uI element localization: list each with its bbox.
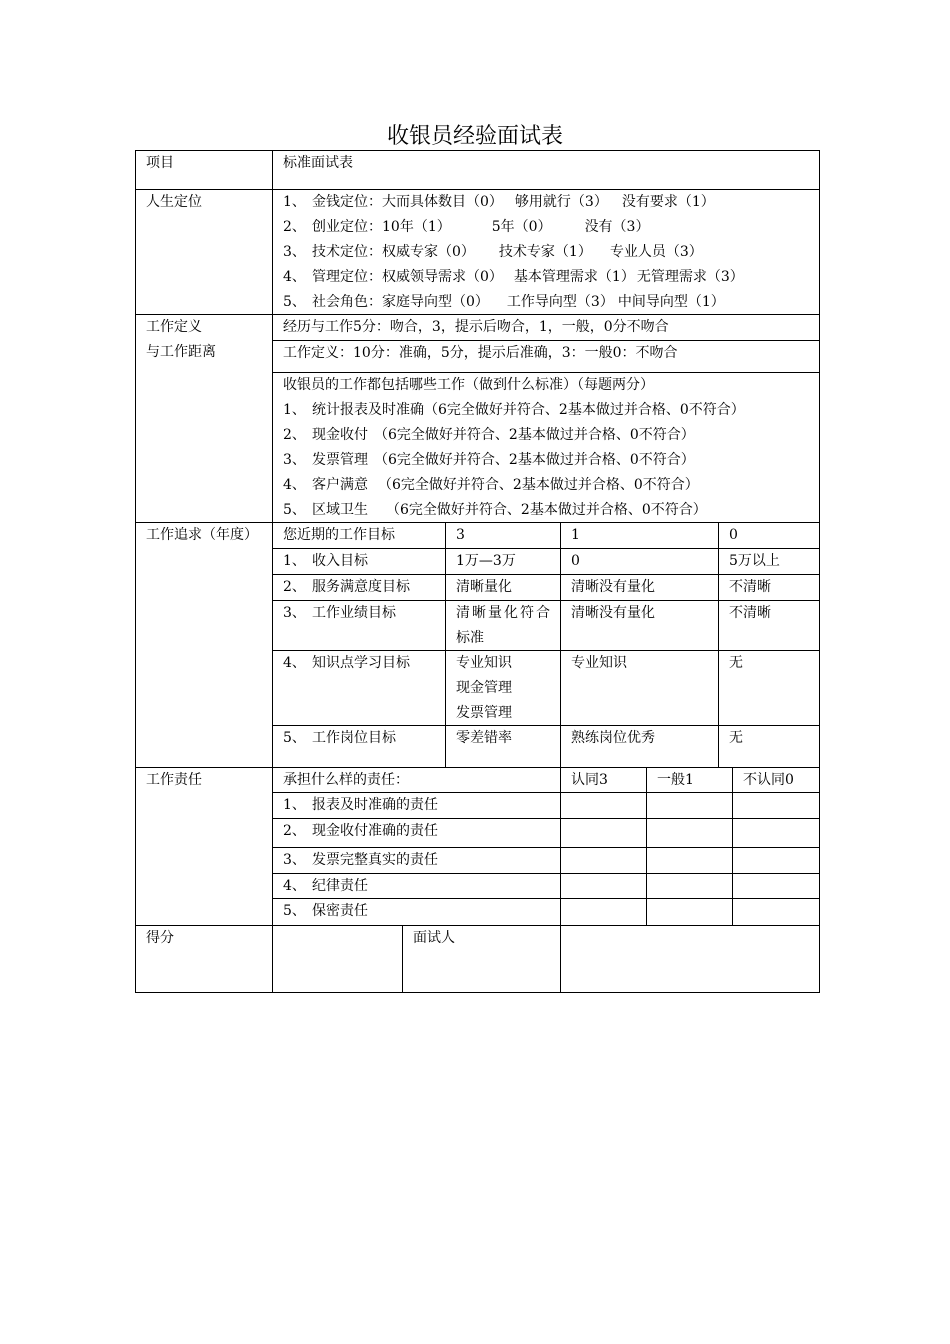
duty-name: 区域卫生 — [312, 502, 368, 518]
item-number: 2、 — [283, 219, 306, 235]
life-item-label: 创业定位： — [312, 219, 382, 235]
item-number: 5、 — [283, 502, 306, 518]
duty-item — [283, 473, 809, 498]
duty-name: 客户满意 — [312, 477, 368, 493]
goal-name-cell — [272, 725, 445, 767]
item-number: 5、 — [283, 730, 306, 746]
responsibility-item: 纪律责任 — [312, 878, 368, 894]
life-orientation-label-cell — [135, 189, 272, 314]
interview-form-table — [135, 150, 820, 993]
interviewer-value-cell — [560, 925, 819, 992]
goal-answer-0-cell — [718, 725, 819, 767]
goal-answer-3: 零差错率 — [456, 730, 512, 746]
duty-criteria: （6完全做好并符合、2基本做过并合格、0不符合） — [424, 402, 745, 418]
item-number: 1、 — [283, 553, 306, 569]
goal-answer-0: 不清晰 — [729, 579, 771, 595]
duties-intro: 收银员的工作都包括哪些工作（做到什么标准）（每题两分） — [283, 377, 654, 393]
document-title: 收银员经验面试表 — [386, 124, 563, 149]
agree-cell — [560, 792, 646, 818]
goals-score-3-cell — [445, 522, 560, 548]
life-item-option: 没有（3） — [584, 219, 650, 235]
item-number: 1、 — [283, 402, 306, 418]
goal-answer-3-line: 现金管理 — [456, 680, 512, 696]
neutral-cell — [646, 818, 732, 847]
responsibilities-label-cell — [135, 767, 272, 925]
item-number: 4、 — [283, 878, 306, 894]
item-number: 5、 — [283, 294, 306, 310]
life-item-label: 金钱定位： — [312, 194, 382, 210]
duty-item — [283, 448, 809, 473]
item-number: 3、 — [283, 852, 306, 868]
responsibility-item-cell — [272, 898, 560, 925]
neutral-cell — [646, 873, 732, 898]
disagree-cell — [732, 898, 819, 925]
goal-answer-0-cell — [718, 650, 819, 725]
experience-scoring-cell — [272, 314, 819, 340]
goal-answer-3-cell — [445, 725, 560, 767]
header-label: 项目 — [146, 155, 174, 171]
duty-name: 现金收付 — [312, 427, 368, 443]
interviewer-label: 面试人 — [413, 930, 455, 946]
item-number: 1、 — [283, 797, 306, 813]
life-item-money — [283, 190, 809, 215]
goal-name: 收入目标 — [312, 553, 368, 569]
experience-scoring: 经历与工作5分：吻合，3，提示后吻合，1，一般，0分不吻合 — [283, 319, 669, 335]
job-definition-label: 工作定义 — [146, 319, 202, 335]
life-item-option: 10年（1） — [382, 219, 451, 235]
duties-cell — [272, 372, 819, 522]
life-item-label: 社会角色： — [312, 294, 382, 310]
item-number: 2、 — [283, 579, 306, 595]
item-number: 3、 — [283, 244, 306, 260]
goal-answer-3: 1万—3万 — [456, 553, 516, 569]
agree-header: 认同3 — [571, 772, 608, 788]
goal-answer-3-line: 专业知识 — [456, 655, 512, 671]
life-item-option: 工作导向型（3） — [506, 294, 614, 310]
goals-score-1: 1 — [571, 527, 580, 543]
goal-answer-0: 不清晰 — [729, 605, 771, 621]
life-item-option: 大而具体数目（0） — [382, 194, 503, 210]
goal-answer-1: 熟练岗位优秀 — [571, 730, 655, 746]
duty-name: 统计报表及时准确 — [312, 402, 424, 418]
agree-cell — [560, 847, 646, 873]
goal-answer-0: 无 — [729, 730, 743, 746]
goal-answer-0: 5万以上 — [729, 553, 780, 569]
goal-name-cell — [272, 548, 445, 574]
life-item-option: 无管理需求（3） — [636, 269, 744, 285]
goals-score-3: 3 — [456, 527, 465, 543]
goal-answer-1-cell — [560, 600, 718, 650]
responsibility-question-cell — [272, 767, 560, 792]
duty-item — [283, 498, 809, 523]
neutral-cell — [646, 847, 732, 873]
goal-name-cell — [272, 600, 445, 650]
goal-answer-1-cell — [560, 574, 718, 600]
neutral-cell — [646, 898, 732, 925]
disagree-header-cell — [732, 767, 819, 792]
work-goals-label: 工作追求（年度） — [146, 527, 258, 543]
duty-criteria: （6完全做好并符合、2基本做过并合格、0不符合） — [374, 427, 695, 443]
goal-answer-3-cell — [445, 650, 560, 725]
responsibility-item: 发票完整真实的责任 — [312, 852, 438, 868]
life-item-option: 没有要求（1） — [621, 194, 715, 210]
life-item-option: 权威专家（0） — [382, 244, 475, 260]
goal-answer-0-cell — [718, 600, 819, 650]
life-item-option: 家庭导向型（0） — [382, 294, 489, 310]
work-goals-label-cell — [135, 522, 272, 767]
item-number: 4、 — [283, 477, 306, 493]
disagree-cell — [732, 818, 819, 847]
item-number: 3、 — [283, 605, 306, 621]
disagree-cell — [732, 847, 819, 873]
item-number: 3、 — [283, 452, 306, 468]
header-label-cell — [135, 150, 272, 189]
duty-item — [283, 423, 809, 448]
life-orientation-label: 人生定位 — [146, 194, 202, 210]
disagree-cell — [732, 873, 819, 898]
life-item-option: 专业人员（3） — [609, 244, 703, 260]
goal-answer-3-cell — [445, 600, 560, 650]
goal-name: 服务满意度目标 — [312, 579, 410, 595]
responsibility-item-cell — [272, 818, 560, 847]
goal-answer-3-line: 发票管理 — [456, 705, 512, 721]
item-number: 5、 — [283, 903, 306, 919]
life-item-management — [283, 265, 809, 290]
goal-name-cell — [272, 650, 445, 725]
goal-answer-1: 专业知识 — [571, 655, 627, 671]
goal-answer-1: 清晰没有量化 — [571, 605, 655, 621]
goals-score-1-cell — [560, 522, 718, 548]
life-item-option: 权威领导需求（0） — [382, 269, 503, 285]
goals-score-0: 0 — [729, 527, 738, 543]
goal-name: 工作业绩目标 — [312, 605, 396, 621]
goals-score-0-cell — [718, 522, 819, 548]
job-definition-label-cell — [135, 314, 272, 522]
duty-criteria: （6完全做好并符合、2基本做过并合格、0不符合） — [374, 452, 695, 468]
neutral-header: 一般1 — [657, 772, 694, 788]
goal-answer-0: 无 — [729, 655, 743, 671]
responsibility-item: 现金收付准确的责任 — [312, 823, 438, 839]
responsibility-item: 保密责任 — [312, 903, 368, 919]
responsibility-item-cell — [272, 873, 560, 898]
item-number: 4、 — [283, 269, 306, 285]
responsibility-item: 报表及时准确的责任 — [312, 797, 438, 813]
life-orientation-items-cell — [272, 189, 819, 314]
item-number: 2、 — [283, 823, 306, 839]
duty-criteria: （6完全做好并符合、2基本做过并合格、0不符合） — [378, 477, 699, 493]
responsibility-item-cell — [272, 792, 560, 818]
life-item-option: 5年（0） — [491, 219, 552, 235]
responsibility-question: 承担什么样的责任： — [283, 772, 409, 788]
definition-scoring: 工作定义：10分：准确，5分，提示后准确，3：一般0：不吻合 — [283, 345, 678, 361]
life-item-option: 基本管理需求（1） — [513, 269, 635, 285]
interviewer-label-cell — [402, 925, 560, 992]
goal-name-cell — [272, 574, 445, 600]
goal-answer-3: 清晰量化符合标准 — [456, 605, 550, 646]
goal-answer-3-cell — [445, 574, 560, 600]
life-item-option: 中间导向型（1） — [617, 294, 725, 310]
responsibilities-label: 工作责任 — [146, 772, 202, 788]
agree-header-cell — [560, 767, 646, 792]
item-number: 2、 — [283, 427, 306, 443]
life-item-option: 技术专家（1） — [498, 244, 592, 260]
goal-answer-1-cell — [560, 548, 718, 574]
score-label: 得分 — [146, 930, 174, 946]
goal-answer-1-cell — [560, 725, 718, 767]
score-value-cell — [272, 925, 402, 992]
agree-cell — [560, 873, 646, 898]
goal-answer-1: 清晰没有量化 — [571, 579, 655, 595]
goal-answer-0-cell — [718, 548, 819, 574]
life-item-technical — [283, 240, 809, 265]
life-item-label: 管理定位： — [312, 269, 382, 285]
life-item-social-role — [283, 290, 809, 315]
life-item-label: 技术定位： — [312, 244, 382, 260]
disagree-cell — [732, 792, 819, 818]
item-number: 1、 — [283, 194, 306, 210]
item-number: 4、 — [283, 655, 306, 671]
neutral-header-cell — [646, 767, 732, 792]
neutral-cell — [646, 792, 732, 818]
header-value: 标准面试表 — [283, 155, 353, 171]
goals-question-cell — [272, 522, 445, 548]
duty-item — [283, 398, 809, 423]
life-item-career — [283, 215, 809, 240]
score-label-cell — [135, 925, 272, 992]
duty-name: 发票管理 — [312, 452, 368, 468]
goal-name: 知识点学习目标 — [312, 655, 410, 671]
life-item-option: 够用就行（3） — [514, 194, 608, 210]
goal-answer-3-cell — [445, 548, 560, 574]
responsibility-item-cell — [272, 847, 560, 873]
agree-cell — [560, 898, 646, 925]
goals-question: 您近期的工作目标 — [283, 527, 395, 543]
goal-name: 工作岗位目标 — [312, 730, 396, 746]
duty-criteria: （6完全做好并符合、2基本做过并合格、0不符合） — [386, 502, 707, 518]
goal-answer-3: 清晰量化 — [456, 579, 512, 595]
goal-answer-1: 0 — [571, 553, 580, 569]
agree-cell — [560, 818, 646, 847]
disagree-header: 不认同0 — [743, 772, 794, 788]
goal-answer-1-cell — [560, 650, 718, 725]
definition-scoring-cell — [272, 340, 819, 372]
header-value-cell — [272, 150, 819, 189]
goal-answer-0-cell — [718, 574, 819, 600]
job-distance-label: 与工作距离 — [146, 344, 216, 360]
